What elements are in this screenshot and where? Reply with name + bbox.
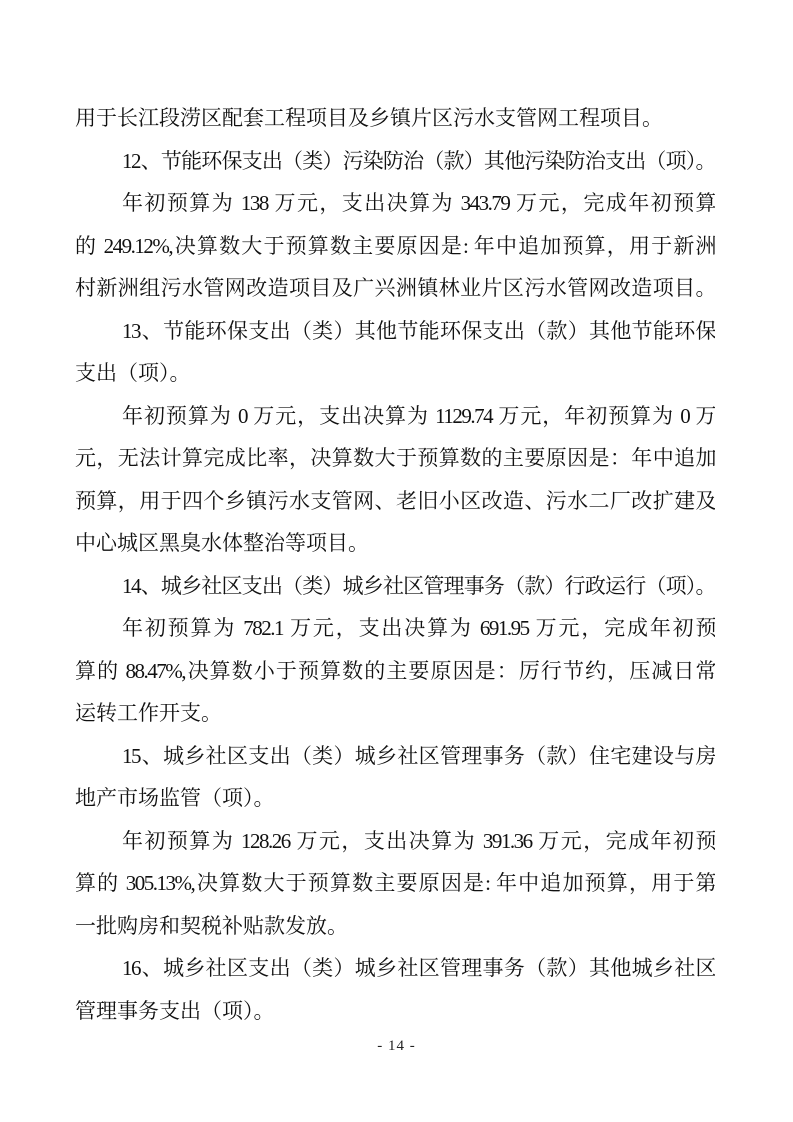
text-line: 管理事务支出（项）。 (75, 998, 275, 1023)
text-line: 16、城乡社区支出（类）城乡社区管理事务（款）其他城乡社区 (122, 956, 715, 980)
text-line: 14、城乡社区支出（类）城乡社区管理事务（款）行政运行（项）。 (122, 573, 715, 598)
text-line: 地产市场监管（项）。 (75, 786, 275, 810)
document-body (75, 97, 715, 1032)
text-line: 运转工作开支。 (75, 701, 222, 725)
text-line: 算的 88.47%,决算数小于预算数的主要原因是：厉行节约，压减日常 (75, 658, 715, 683)
text-line: 12、节能环保支出（类）污染防治（款）其他污染防治支出（项）。 (122, 148, 715, 173)
text-line: 年初预算为 0 万元，支出决算为 1129.74 万元，年初预算为 0 万 (122, 403, 715, 428)
text-line: 用于长江段涝区配套工程项目及乡镇片区污水支管网工程项目。 (75, 106, 663, 130)
text-line: 年初预算为 138 万元，支出决算为 343.79 万元，完成年初预算 (122, 191, 715, 215)
text-line: 算的 305.13%,决算数大于预算数主要原因是: 年中追加预算，用于第 (75, 871, 715, 895)
text-line: 13、节能环保支出（类）其他节能环保支出（款）其他节能环保 (122, 318, 715, 343)
text-line: 年初预算为 782.1 万元，支出决算为 691.95 万元，完成年初预 (122, 616, 715, 640)
text-line: 村新洲组污水管网改造项目及广兴洲镇林业片区污水管网改造项目。 (75, 276, 715, 300)
text-line: 预算，用于四个乡镇污水支管网、老旧小区改造、污水二厂改扩建及 (75, 488, 715, 513)
text-line: 年初预算为 128.26 万元，支出决算为 391.36 万元，完成年初预 (122, 828, 715, 853)
text-line: 支出（项）。 (75, 361, 191, 385)
text-line: 中心城区黑臭水体整治等项目。 (75, 531, 369, 555)
text-line: 的 249.12%,决算数大于预算数主要原因是: 年中追加预算，用于新洲 (75, 233, 715, 258)
text-line: 一批购房和契税补贴款发放。 (75, 913, 348, 938)
text-line: 15、城乡社区支出（类）城乡社区管理事务（款）住宅建设与房 (122, 743, 715, 768)
text-line: 元，无法计算完成比率，决算数大于预算数的主要原因是：年中追加 (75, 446, 715, 470)
page-number: - 14 - (377, 1038, 416, 1054)
